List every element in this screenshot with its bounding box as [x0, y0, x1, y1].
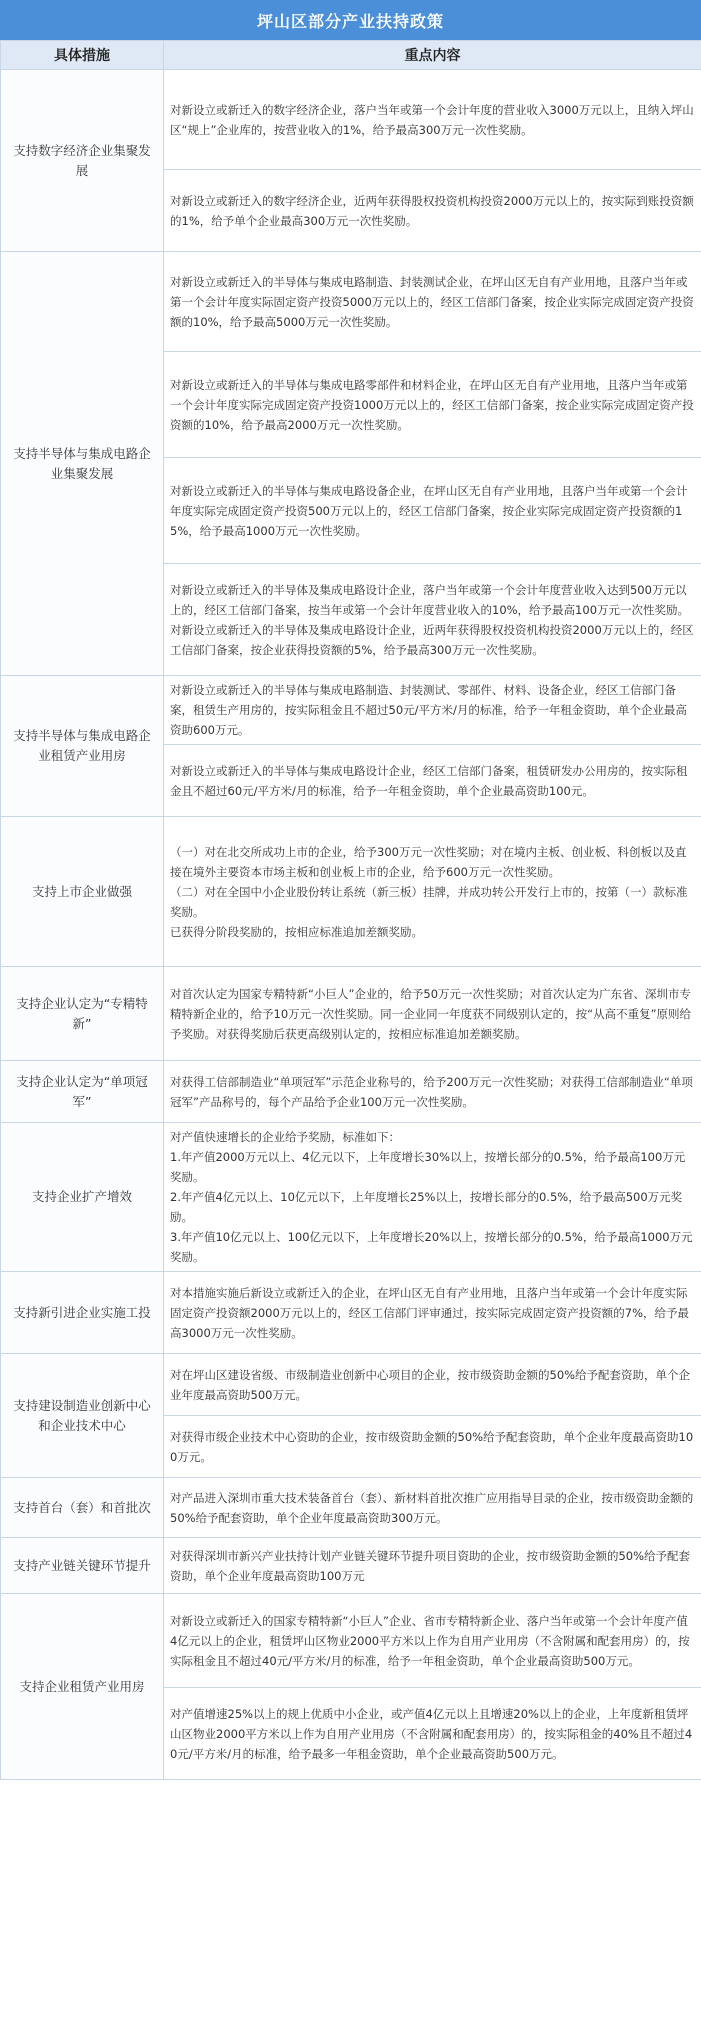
content-text: 对新设立或新迁入的半导体及集成电路设计企业，近两年获得股权投资机构投资2000万元以上的，经区工信部门备案，按企业获得投资额的5%，给予最高300万元一次性奖励。 — [170, 622, 694, 657]
content-cell — [164, 170, 701, 252]
header-content: 重点内容 — [164, 41, 701, 70]
content-text: 对首次认定为国家专精特新“小巨人”企业的，给予50万元一次性奖励；对首次认定为广东省、深圳市专精特新企业的，给予10万元一次性奖励。同一企业同一年度获不同级别认定的，按“从高不重复”原则给予奖励。对获得奖励后获更高级别认定的，按相应标准追加差额奖励。 — [170, 986, 692, 1041]
content-text: （一）对在北交所成功上市的企业，给予300万元一次性奖励；对在境内主板、创业板、科创板以及直接在境外主要资本市场主板和创业板上市的企业，给予600万元一次性奖励。 — [170, 844, 687, 879]
measure-cell: 支持产业链关键环节提升 — [1, 1538, 164, 1594]
content-cell — [164, 1272, 701, 1354]
content-cell — [164, 817, 701, 967]
measure-cell: 支持企业扩产增效 — [1, 1123, 164, 1272]
content-text: 对获得深圳市新兴产业扶持计划产业链关键环节提升项目资助的企业，按市级资助金额的50%给予配套资助，单个企业年度最高资助100万元 — [170, 1548, 691, 1583]
policy-table — [0, 40, 701, 1780]
content-cell — [164, 252, 701, 352]
content-text: 2.年产值4亿元以上、10亿元以下，上年度增长25%以上，按增长部分的0.5%，给予最高500万元奖励。 — [170, 1190, 683, 1224]
content-cell — [164, 70, 701, 170]
content-cell — [164, 1478, 701, 1538]
content-cell — [164, 676, 701, 745]
table-row — [1, 817, 701, 967]
table-row — [1, 1538, 701, 1594]
content-text: 对产值增速25%以上的规上优质中小企业，或产值4亿元以上且增速20%以上的企业，上年度新租赁坪山区物业2000平方米以上作为自用产业用房（不含附属和配套用房）的，按实际租金的40%且不超过40元/平方米/月的标准，给予最多一年租金资助，单个企业最高资助500万元。 — [170, 1706, 693, 1761]
measure-cell: 支持企业认定为“单项冠军” — [1, 1061, 164, 1123]
header-row — [1, 41, 701, 70]
table-row — [1, 1478, 701, 1538]
content-text: 3.年产值10亿元以上、100亿元以下，上年度增长20%以上，按增长部分的0.5%，给予最高1000万元奖励。 — [170, 1230, 693, 1264]
measure-cell: 支持企业认定为“专精特新” — [1, 967, 164, 1061]
table-row — [1, 1354, 701, 1416]
content-cell — [164, 1594, 701, 1688]
content-cell — [164, 1123, 701, 1272]
document-title: 坪山区部分产业扶持政策 — [0, 0, 701, 40]
table-row — [1, 252, 701, 352]
content-text: （二）对在全国中小企业股份转让系统（新三板）挂牌，并成功转公开发行上市的，按第（一）款标准奖励。 — [170, 884, 688, 919]
content-text: 对产值快速增长的企业给予奖励，标准如下： — [170, 1130, 400, 1144]
content-text: 对新设立或新迁入的数字经济企业，近两年获得股权投资机构投资2000万元以上的，按实际到账投资额的1%，给予单个企业最高300万元一次性奖励。 — [170, 193, 694, 228]
content-cell — [164, 1416, 701, 1478]
content-text: 对获得市级企业技术中心资助的企业，按市级资助金额的50%给予配套资助，单个企业年度最高资助100万元。 — [170, 1429, 694, 1464]
measure-cell: 支持新引进企业实施工投 — [1, 1272, 164, 1354]
content-text: 对产品进入深圳市重大技术装备首台（套）、新材料首批次推广应用指导目录的企业，按市级资助金额的50%给予配套资助，单个企业年度最高资助300万元。 — [170, 1490, 694, 1525]
table-row — [1, 967, 701, 1061]
content-text: 对新设立或新迁入的半导体与集成电路设备企业，在坪山区无自有产业用地，且落户当年或第一个会计年度实际完成固定资产投资500万元以上的，经区工信部门备案，按企业实际完成固定资产投资额的15%，给予最高1000万元一次性奖励。 — [170, 483, 688, 538]
table-row — [1, 70, 701, 170]
measure-cell: 支持建设制造业创新中心和企业技术中心 — [1, 1354, 164, 1478]
content-text: 1.年产值2000万元以上、4亿元以下，上年度增长30%以上，按增长部分的0.5%，给予最高100万元奖励。 — [170, 1150, 686, 1184]
content-cell — [164, 1688, 701, 1780]
table-row — [1, 1123, 701, 1272]
content-text: 已获得分阶段奖励的，按相应标准追加差额奖励。 — [170, 924, 423, 939]
content-text: 对新设立或新迁入的半导体与集成电路制造、封装测试、零部件、材料、设备企业，经区工信部门备案，租赁生产用房的，按实际租金且不超过50元/平方米/月的标准，给予一年租金资助，单个企业最高资助600万元。 — [170, 683, 687, 737]
table-row — [1, 676, 701, 745]
content-text: 对新设立或新迁入的半导体与集成电路零部件和材料企业，在坪山区无自有产业用地，且落户当年或第一个会计年度实际完成固定资产投资1000万元以上的，经区工信部门备案，按企业实际完成固定资产投资额的10%，给予最高2000万元一次性奖励。 — [170, 377, 694, 432]
content-text: 对在坪山区建设省级、市级制造业创新中心项目的企业，按市级资助金额的50%给予配套资助，单个企业年度最高资助500万元。 — [170, 1367, 691, 1402]
content-text: 对获得工信部制造业“单项冠军”示范企业称号的，给予200万元一次性奖励；对获得工信部制造业“单项冠军”产品称号的，每个产品给予企业100万元一次性奖励。 — [170, 1074, 693, 1109]
content-cell — [164, 352, 701, 458]
content-text: 对新设立或新迁入的国家专精特新“小巨人”企业、省市专精特新企业、落户当年或第一个会计年度产值4亿元以上的企业，租赁坪山区物业2000平方米以上作为自用产业用房（不含附属和配套用房）的，按实际租金且不超过40元/平方米/月的标准，给予一年租金资助，单个企业最高资助500万元。 — [170, 1613, 690, 1668]
table-row — [1, 1061, 701, 1123]
table-row — [1, 1272, 701, 1354]
content-cell — [164, 1354, 701, 1416]
table-body — [1, 70, 701, 1780]
measure-cell: 支持企业租赁产业用房 — [1, 1594, 164, 1780]
measure-cell: 支持半导体与集成电路企业租赁产业用房 — [1, 676, 164, 817]
measure-cell: 支持半导体与集成电路企业集聚发展 — [1, 252, 164, 676]
header-measure: 具体措施 — [1, 41, 164, 70]
content-cell — [164, 967, 701, 1061]
content-text: 对新设立或新迁入的半导体及集成电路设计企业，落户当年或第一个会计年度营业收入达到500万元以上的，经区工信部门备案，按当年或第一个会计年度营业收入的10%，给予最高100万元一次性奖励。 — [170, 582, 690, 617]
table-header — [1, 41, 701, 70]
content-text: 对新设立或新迁入的数字经济企业，落户当年或第一个会计年度的营业收入3000万元以上，且纳入坪山区“规上”企业库的，按营业收入的1%，给予最高300万元一次性奖励。 — [170, 102, 694, 137]
content-cell — [164, 458, 701, 564]
measure-cell: 支持首台（套）和首批次 — [1, 1478, 164, 1538]
content-text: 对本措施实施后新设立或新迁入的企业，在坪山区无自有产业用地，且落户当年或第一个会计年度实际固定资产投资额2000万元以上的，经区工信部门评审通过，按实际完成固定资产投资额的7%，给予最高3000万元一次性奖励。 — [170, 1285, 690, 1340]
content-text: 对新设立或新迁入的半导体与集成电路制造、封装测试企业，在坪山区无自有产业用地，且落户当年或第一个会计年度实际固定资产投资5000万元以上的，经区工信部门备案，按企业实际完成固定资产投资额的10%，给予最高5000万元一次性奖励。 — [170, 274, 694, 329]
table-row — [1, 1594, 701, 1688]
content-cell — [164, 1061, 701, 1123]
measure-cell: 支持上市企业做强 — [1, 817, 164, 967]
content-cell — [164, 745, 701, 817]
content-cell — [164, 564, 701, 676]
measure-cell: 支持数字经济企业集聚发展 — [1, 70, 164, 252]
content-cell — [164, 1538, 701, 1594]
content-text: 对新设立或新迁入的半导体与集成电路设计企业，经区工信部门备案，租赁研发办公用房的，按实际租金且不超过60元/平方米/月的标准，给予一年租金资助，单个企业最高资助100元。 — [170, 763, 688, 798]
